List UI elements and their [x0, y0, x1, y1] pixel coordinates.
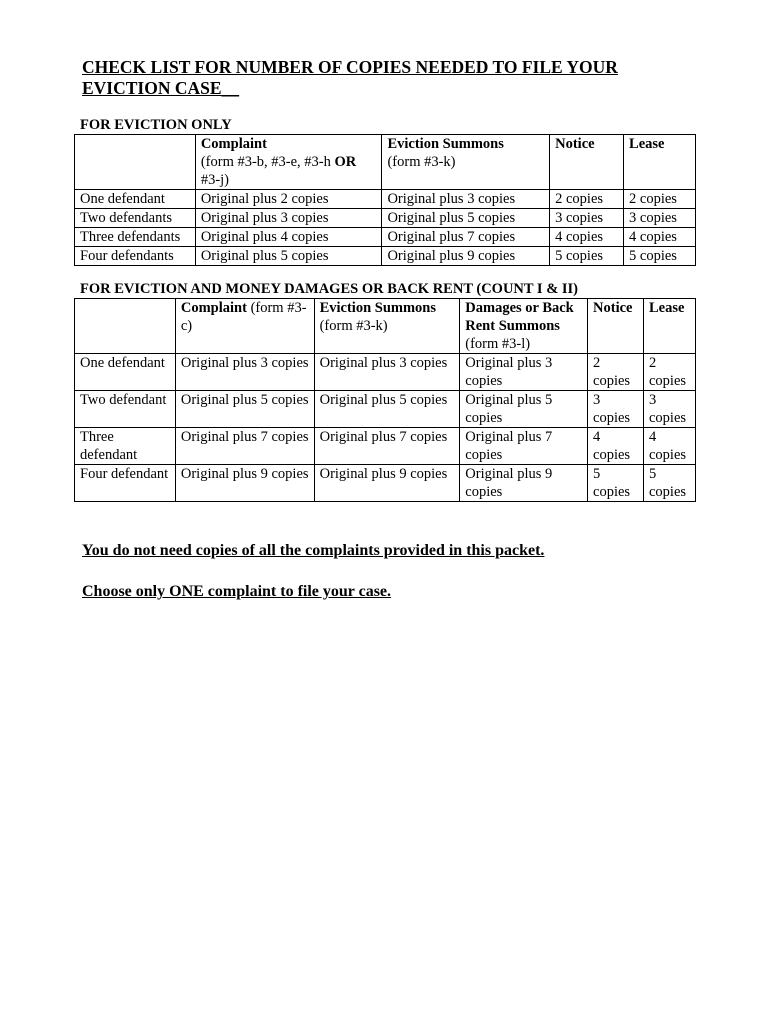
summons-label: Eviction Summons [319, 300, 437, 316]
damages-form: (form #3-l) [465, 336, 531, 352]
summons-cell: Original plus 7 copies [382, 228, 550, 247]
complaint-cell: Original plus 4 copies [195, 228, 382, 247]
defendants-cell: One defendant [75, 190, 196, 209]
defendants-cell: Two defendants [75, 209, 196, 228]
summons-cell: Original plus 9 copies [314, 465, 460, 502]
complaint-cell: Original plus 9 copies [175, 465, 314, 502]
table2-header-summons [314, 299, 460, 354]
table2-header-complaint [175, 299, 314, 354]
table-row [75, 354, 696, 391]
summons-cell: Original plus 3 copies [314, 354, 460, 391]
summons-cell: Original plus 5 copies [382, 209, 550, 228]
notice-cell: 2 copies [550, 190, 624, 209]
defendants-cell: Two defendant [75, 391, 176, 428]
title-line-1: CHECK LIST FOR NUMBER OF COPIES NEEDED TO FILE YOUR [82, 57, 618, 77]
lease-cell: 5 copies [624, 247, 696, 266]
damages-label: Damages or Back Rent Summons [465, 300, 574, 334]
complaint-forms: (form #3-b, #3-e, #3-h [200, 154, 331, 170]
table-row [75, 228, 696, 247]
defendants-cell: Four defendant [75, 465, 176, 502]
notice-cell: 5 copies [550, 247, 624, 266]
damages-cell: Original plus 9 copies [460, 465, 588, 502]
summons-cell: Original plus 7 copies [314, 428, 460, 465]
table-row [75, 391, 696, 428]
page-title [82, 57, 682, 99]
table1-heading: FOR EVICTION ONLY [80, 117, 232, 133]
lease-cell: 5 copies [643, 465, 695, 502]
complaint-cell: Original plus 3 copies [175, 354, 314, 391]
summons-form: (form #3-k) [387, 154, 456, 170]
table-row [75, 209, 696, 228]
summons-cell: Original plus 3 copies [382, 190, 550, 209]
table1-header-notice: Notice [550, 135, 624, 190]
defendants-cell: Three defendant [75, 428, 176, 465]
table1-header-row [75, 135, 696, 190]
eviction-damages-table [74, 298, 696, 502]
table2-header-row [75, 299, 696, 354]
lease-cell: 2 copies [643, 354, 695, 391]
complaint-label: Complaint [180, 300, 247, 316]
title-line-2: EVICTION CASE__ [82, 78, 240, 98]
damages-cell: Original plus 3 copies [460, 354, 588, 391]
summons-cell: Original plus 5 copies [314, 391, 460, 428]
lease-cell: 3 copies [624, 209, 696, 228]
complaint-or: OR [334, 154, 357, 170]
summons-cell: Original plus 9 copies [382, 247, 550, 266]
damages-cell: Original plus 5 copies [460, 391, 588, 428]
complaint-cell: Original plus 3 copies [195, 209, 382, 228]
notice-cell: 4 copies [588, 428, 644, 465]
complaint-cell: Original plus 2 copies [195, 190, 382, 209]
notice-cell: 5 copies [588, 465, 644, 502]
summons-label: Eviction Summons [387, 136, 504, 152]
lease-cell: 4 copies [624, 228, 696, 247]
copies-note: You do not need copies of all the complaints provided in this packet. [82, 542, 545, 559]
table1-header-summons [382, 135, 550, 190]
table2-header-notice: Notice [588, 299, 644, 354]
summons-form: (form #3-k) [319, 318, 388, 334]
table2-header-damages [460, 299, 588, 354]
notice-cell: 4 copies [550, 228, 624, 247]
choose-note: Choose only ONE complaint to file your case. [82, 583, 392, 600]
notice-cell: 3 copies [588, 391, 644, 428]
table2-heading: FOR EVICTION AND MONEY DAMAGES OR BACK RENT (COUNT I & II) [80, 281, 579, 297]
notice-cell: 3 copies [550, 209, 624, 228]
lease-cell: 4 copies [643, 428, 695, 465]
damages-cell: Original plus 7 copies [460, 428, 588, 465]
defendants-cell: One defendant [75, 354, 176, 391]
table2-header-empty [75, 299, 176, 354]
table-row [75, 190, 696, 209]
eviction-only-table [74, 134, 696, 266]
complaint-cell: Original plus 5 copies [195, 247, 382, 266]
defendants-cell: Four defendants [75, 247, 196, 266]
table1-header-empty [75, 135, 196, 190]
complaint-form: (form #3-c) [180, 300, 307, 334]
lease-cell: 3 copies [643, 391, 695, 428]
complaint-forms-end: #3-j) [200, 172, 230, 188]
table-row [75, 247, 696, 266]
notice-cell: 2 copies [588, 354, 644, 391]
table1-header-complaint [195, 135, 382, 190]
complaint-cell: Original plus 7 copies [175, 428, 314, 465]
defendants-cell: Three defendants [75, 228, 196, 247]
table-row [75, 465, 696, 502]
complaint-cell: Original plus 5 copies [175, 391, 314, 428]
complaint-label: Complaint [200, 136, 267, 152]
table1-header-lease: Lease [624, 135, 696, 190]
table-row [75, 428, 696, 465]
table2-header-lease: Lease [643, 299, 695, 354]
lease-cell: 2 copies [624, 190, 696, 209]
